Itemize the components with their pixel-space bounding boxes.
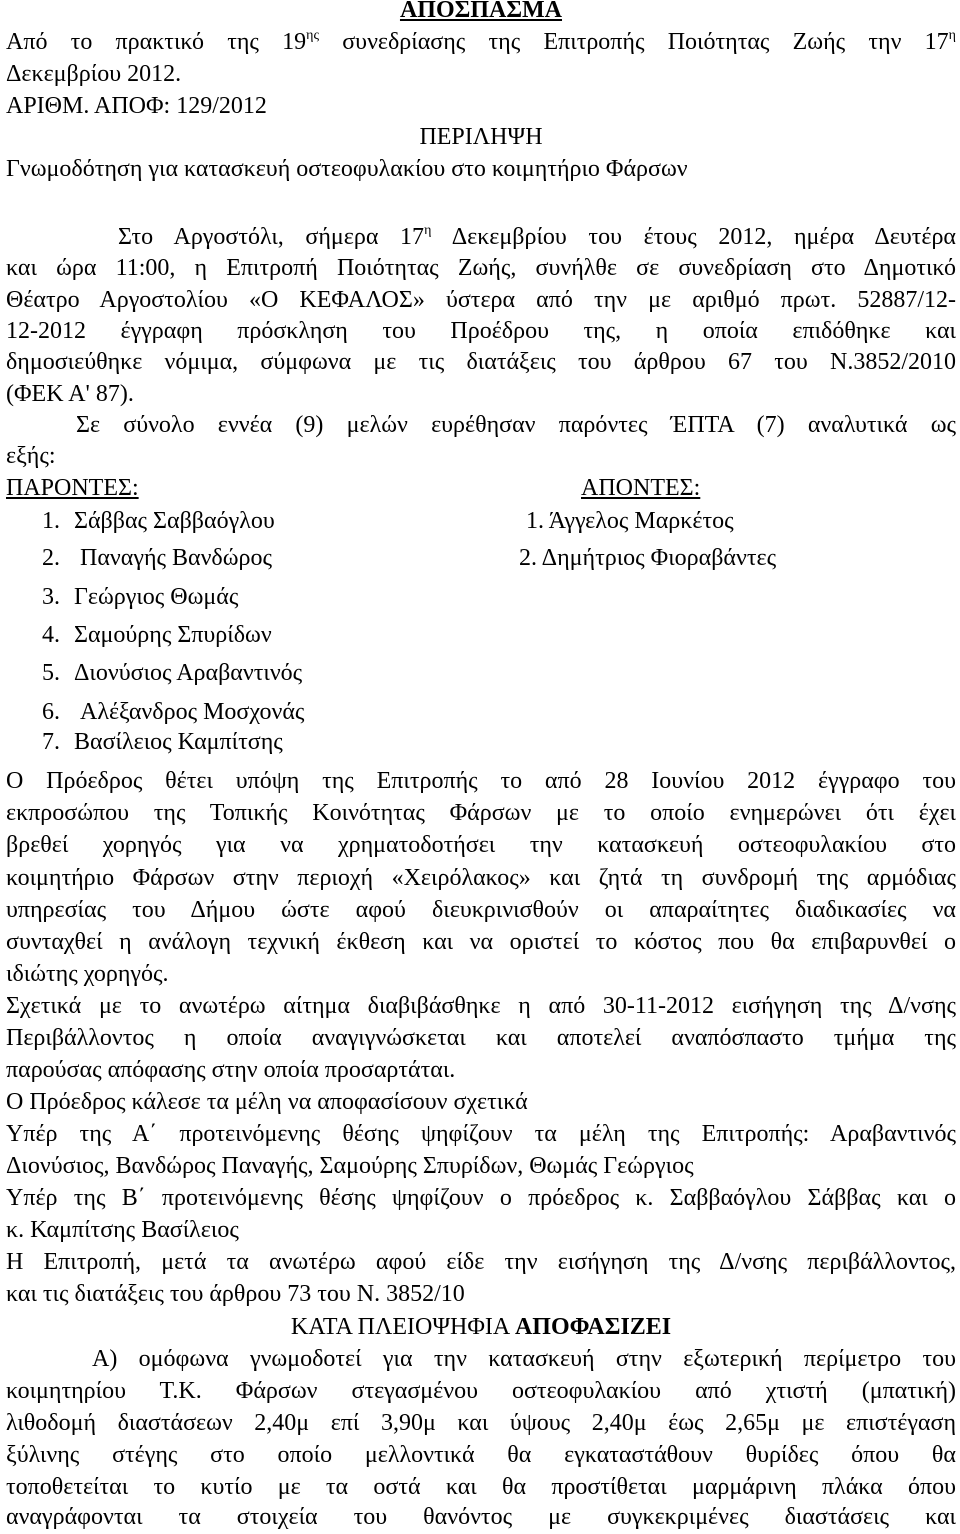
paragraph-line: ιδιώτης χορηγός.: [6, 961, 169, 987]
paragraph-line: κοιμητηρίου Τ.Κ. Φάρσων στεγασμένου οστεοφυλακίου από χτιστή (μπατική): [6, 1378, 956, 1404]
intro-sup-2: η: [948, 28, 956, 43]
list-item-number: 5.: [42, 660, 60, 686]
document-title: ΑΠΟΣΠΑΣΜΑ: [399, 0, 563, 23]
intro-text-b: συνεδρίασης της Επιτροπής Ποιότητας Ζωής την 17: [319, 29, 949, 55]
paragraph-line: παρούσας απόφασης στην οποία προσαρτάται.: [6, 1057, 456, 1083]
decision-heading: [6, 1310, 956, 1344]
paragraph-line: κοιμητήριο Φάρσων στην περιοχή «Χειρόλακος» και ζητά τη συνδρομή της αρμόδιας: [6, 865, 956, 891]
paragraph-3: Ο Πρόεδρος κάλεσε τα μέλη να αποφασίσουν σχετικά: [6, 1089, 528, 1115]
list-item-number: 2.: [42, 545, 60, 571]
preamble-line-5: δημοσιεύθηκε νόμιμα, σύμφωνα με τις διατάξεις του άρθρου 67 του Ν.3852/2010: [6, 349, 956, 375]
list-item: 1. Άγγελος Μαρκέτος: [526, 508, 734, 534]
list-item: [42, 545, 272, 572]
preamble-line-1: [118, 220, 956, 254]
summary-text: Γνωμοδότηση για κατασκευή οστεοφυλακίου στο κοιμητήριο Φάρσων: [6, 156, 688, 182]
list-item: [42, 660, 302, 687]
list-item-name: Σάββας Σαββαόγλου: [74, 508, 275, 534]
paragraph-line: Η Επιτροπή, μετά τα ανωτέρω αφού είδε την εισήγηση της Δ/νσης περιβάλλοντος,: [6, 1249, 956, 1275]
preamble-line-2: και ώρα 11:00, η Επιτροπή Ποιότητας Ζωής, συνήλθε σε συνεδρίαση στο Δημοτικό: [6, 255, 956, 281]
present-label: ΠΑΡΟΝΤΕΣ:: [6, 475, 139, 501]
decision-heading-text: ΚΑΤΑ ΠΛΕΙΟΨΗΦΙΑ: [290, 1314, 515, 1340]
list-item: [42, 622, 272, 649]
intro-sup-1: ης: [306, 28, 320, 43]
paragraph-line: Υπέρ της Α΄ προτεινόμενης θέσης ψηφίζουν τα μέλη της Επιτροπής: Αραβαντινός: [6, 1121, 956, 1147]
absent-label: ΑΠΟΝΤΕΣ:: [581, 475, 701, 501]
paragraph-line: βρεθεί χορηγός για να χρηματοδοτήσει την κατασκευή οστεοφυλακίου στο: [6, 832, 956, 858]
preamble-line-6: (ΦΕΚ Α' 87).: [6, 381, 134, 407]
paragraph-line: Διονύσιος, Βανδώρος Παναγής, Σαμούρης Σπυρίδων, Θωμάς Γεώργιος: [6, 1153, 694, 1179]
paragraph-line: αναγράφονται τα στοιχεία του θανόντος με συγκεκριμένες διαστάσεις και: [6, 1504, 956, 1530]
paragraph-line: λιθοδομή διαστάσεων 2,40μ επί 3,90μ και ύψους 2,40μ έως 2,65μ με επιστέγαση: [6, 1410, 956, 1436]
paragraph-line: Α) ομόφωνα γνωμοδοτεί για την κατασκευή στην εξωτερική περίμετρο του: [92, 1346, 956, 1372]
paragraph-line: τοποθετείται το κυτίο με τα οστά και θα προστίθεται μαρμάρινη πλάκα όπου: [6, 1474, 956, 1500]
list-item: [42, 699, 304, 726]
list-item-name: Βασίλειος Καμπίτσης: [74, 729, 283, 755]
list-item: 2. Δημήτριος Φιοραβάντες: [519, 545, 777, 571]
intro-date-line: Δεκεμβρίου 2012.: [6, 61, 182, 87]
list-item-name: Παναγής Βανδώρος: [80, 545, 273, 571]
preamble-line-7: Σε σύνολο εννέα (9) μελών ευρέθησαν παρόντες ΈΠΤΑ (7) αναλυτικά ως: [76, 412, 956, 438]
list-item-name: Γεώργιος Θωμάς: [74, 584, 239, 610]
preamble-text-b: Δεκεμβρίου του έτους 2012, ημέρα Δευτέρα: [431, 224, 957, 250]
paragraph-line: συνταχθεί η ανάλογη τεχνική έκθεση και να οριστεί το κόστος που θα επιβαρυνθεί ο: [6, 929, 956, 955]
list-item: [42, 584, 238, 611]
intro-line: [6, 25, 956, 59]
paragraph-line: και τις διατάξεις του άρθρου 73 του Ν. 3852/10: [6, 1281, 465, 1307]
list-item-number: 7.: [42, 729, 60, 755]
list-item: [42, 508, 275, 535]
preamble-text-a: Στο Αργοστόλι, σήμερα 17: [118, 224, 425, 250]
preamble-line-4: 12-2012 έγγραφη πρόσκληση του Προέδρου της, η οποία επιδόθηκε και: [6, 318, 956, 344]
list-item: [42, 729, 283, 756]
intro-text-a: Από το πρακτικό της 19: [6, 29, 307, 55]
list-item-name: Διονύσιος Αραβαντινός: [74, 660, 303, 686]
list-item-number: 3.: [42, 584, 60, 610]
paragraph-line: Περιβάλλοντος η οποία αναγιγνώσκεται και αποτελεί αναπόσπαστο τμήμα της: [6, 1025, 956, 1051]
paragraph-line: υπηρεσίας του Δήμου ώστε αφού διευκρινισθούν οι απαραίτητες διαδικασίες να: [6, 897, 956, 923]
list-item-name: Σαμούρης Σπυρίδων: [74, 622, 272, 648]
list-item-number: 1.: [42, 508, 60, 534]
decision-heading-bold: ΑΠΟΦΑΣΙΖΕΙ: [514, 1314, 672, 1340]
paragraph-line: ξύλινης στέγης στο οποίο μελλοντικά θα εγκαταστάθουν θυρίδες όπου θα: [6, 1442, 956, 1468]
paragraph-line: Ο Πρόεδρος θέτει υπόψη της Επιτροπής το από 28 Ιουνίου 2012 έγγραφο του: [6, 768, 956, 794]
list-item-name: Αλέξανδρος Μοσχονάς: [80, 699, 305, 725]
summary-label: ΠΕΡΙΛΗΨΗ: [419, 124, 543, 150]
paragraph-line: κ. Καμπίτσης Βασίλειος: [6, 1217, 239, 1243]
decision-number: ΑΡΙΘΜ. ΑΠΟΦ: 129/2012: [6, 93, 267, 119]
list-item-number: 6.: [42, 699, 60, 725]
paragraph-line: Σχετικά με το ανωτέρω αίτημα διαβιβάσθηκε η από 30-11-2012 εισήγηση της Δ/νσης: [6, 993, 956, 1019]
preamble-sup: η: [424, 223, 432, 238]
preamble-line-3: Θέατρο Αργοστολίου «Ο ΚΕΦΑΛΟΣ» ύστερα από την με αριθμό πρωτ. 52887/12-: [6, 287, 956, 313]
paragraph-line: Υπέρ της Β΄ προτεινόμενης θέσης ψηφίζουν ο πρόεδρος κ. Σαββαόγλου Σάββας και ο: [6, 1185, 956, 1211]
paragraph-line: εκπροσώπου της Τοπικής Κοινότητας Φάρσων με το οποίο ενημερώνει ότι έχει: [6, 800, 956, 826]
list-item-number: 4.: [42, 622, 60, 648]
preamble-line-8: εξής:: [6, 443, 56, 469]
